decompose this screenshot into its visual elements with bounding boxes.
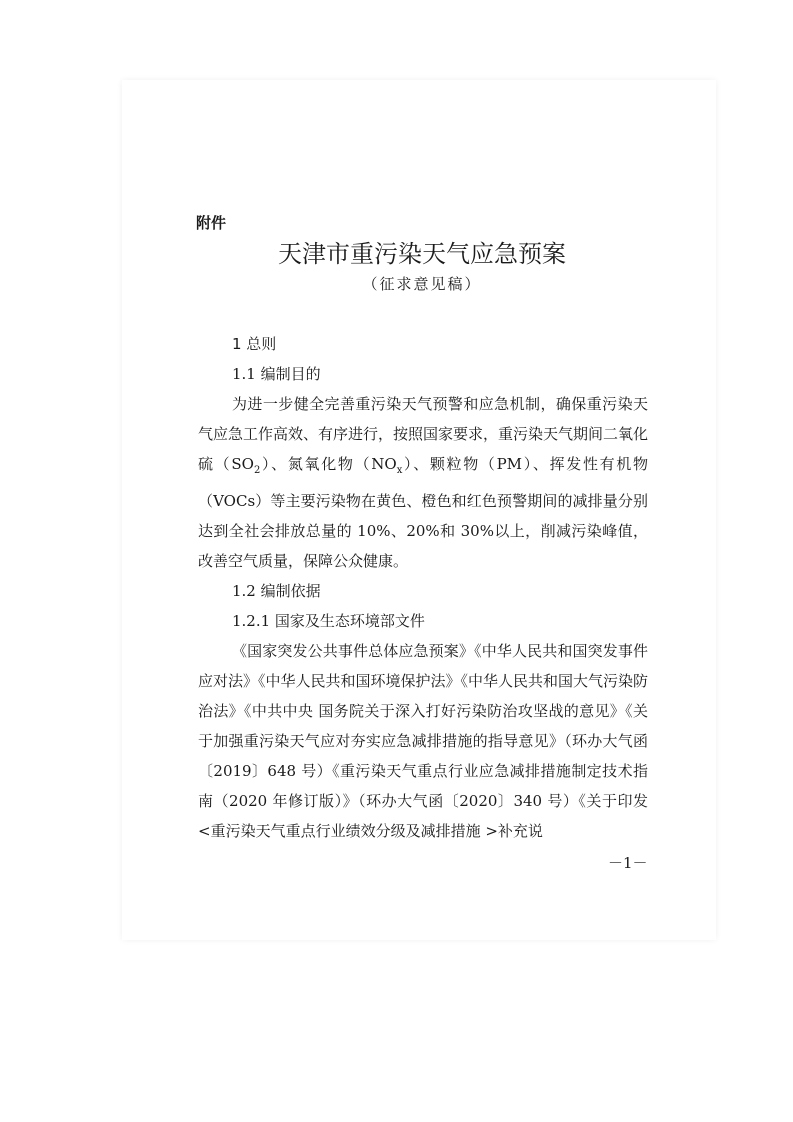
section-heading-1: 1 总则: [232, 335, 277, 353]
paragraph-purpose-part-c: ）、颗粒物（PM）、挥发性有机物（VOCs）等主要污染物在黄色、橙色和红色预警期间的减排量分别达到全社会排放总量的 10%、20%和 30%以上，削减污染峰值，改善空气质量，保障公众健康。: [198, 455, 648, 570]
paragraph-purpose: [198, 389, 648, 576]
document-title: 天津市重污染天气应急预案: [278, 240, 566, 268]
page-number: －1－: [608, 854, 648, 872]
so2-subscript: 2: [253, 465, 261, 476]
nox-subscript: x: [396, 465, 403, 476]
paragraph-basis: 《国家突发公共事件总体应急预案》《中华人民共和国突发事件应对法》《中华人民共和国环境保护法》《中华人民共和国大气污染防治法》《中共中央 国务院关于深入打好污染防治攻坚战的意见》《关于加强重污染天气应对夯实应急减排措施的指导意见》（环办大气函〔2019〕648 号）《重污染天气重点行业应急减排措施制定技术指南（2020 年修订版）》（环办大气函〔2020〕340 号）《关于印发 <重污染天气重点行业绩效分级及减排措施 >补充说: [198, 642, 649, 840]
document-subtitle: （征求意见稿）: [362, 275, 482, 293]
document-body: [198, 329, 648, 846]
attachment-label: 附件: [196, 214, 227, 232]
section-heading-1-2-1: 1.2.1 国家及生态环境部文件: [232, 612, 425, 630]
section-heading-1-2: 1.2 编制依据: [232, 582, 321, 600]
paragraph-purpose-part-b: ）、氮氧化物（NO: [260, 455, 397, 473]
paragraph-purpose-part-a: 为进一步健全完善重污染天气预警和应急机制，确保重污染天气应急工作高效、有序进行，按照国家要求，重污染天气期间二氧化硫（SO: [198, 395, 649, 473]
section-heading-1-1: 1.1 编制目的: [232, 365, 321, 383]
